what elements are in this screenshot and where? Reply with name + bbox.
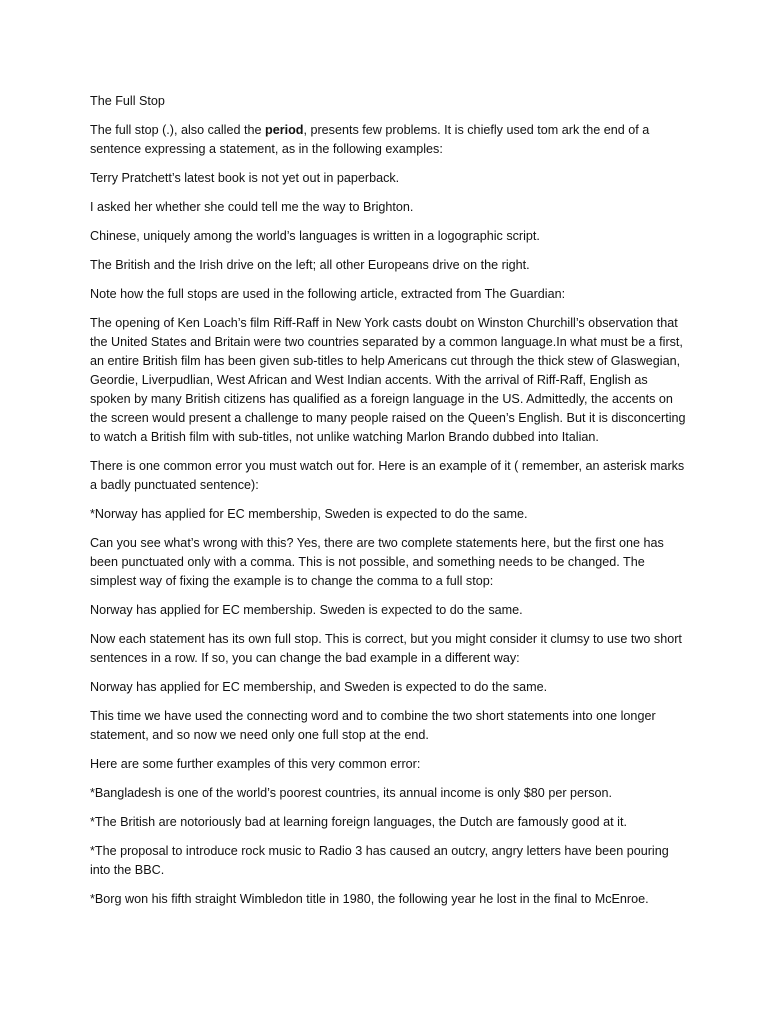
fix-1-comment: Now each statement has its own full stop. This is correct, but you might consider it clumsy to use two short sentences in a row. If so, you can change the bad example in a different way: — [90, 632, 682, 665]
further-example-1: *Bangladesh is one of the world’s poorest countries, its annual income is only $80 per person. — [90, 786, 613, 800]
explanation-paragraph: Can you see what’s wrong with this? Yes, there are two complete statements here, but the first one has been punctuated only with a comma. This is not possible, and something needs to be changed. The simplest way of fixing the example is to change the comma to a full stop: — [90, 536, 664, 588]
document-page — [90, 92, 690, 919]
example-sentence-3: Chinese, uniquely among the world’s languages is written in a logographic script. — [90, 229, 540, 243]
example-sentence-2: I asked her whether she could tell me the way to Brighton. — [90, 200, 414, 214]
document-title: The Full Stop — [90, 94, 165, 108]
intro-paragraph — [90, 121, 690, 159]
intro-text-after: , presents few problems. It is chiefly used tom ark the end of a sentence expressing a statement, as in the following examples: — [90, 123, 650, 156]
intro-term: period — [265, 123, 304, 137]
further-example-4: *Borg won his fifth straight Wimbledon title in 1980, the following year he lost in the final to McEnroe. — [90, 892, 649, 906]
intro-text-before: The full stop (.), also called the — [90, 123, 265, 137]
error-example: *Norway has applied for EC membership, Sweden is expected to do the same. — [90, 507, 528, 521]
fix-2-comment: This time we have used the connecting word and to combine the two short statements into one longer statement, and so now we need only one full stop at the end. — [90, 709, 656, 742]
fix-example-2: Norway has applied for EC membership, and Sweden is expected to do the same. — [90, 680, 548, 694]
example-sentence-4: The British and the Irish drive on the left; all other Europeans drive on the right. — [90, 258, 530, 272]
article-paragraph: The opening of Ken Loach’s film Riff-Raff in New York casts doubt on Winston Churchill’s observation that the United States and Britain were two countries separated by a common language.In what must be a first, an entire British film has been given sub-titles to help Americans cut through the thick stew of Glaswegian, Geordie, Liverpudlian, West African and West Indian accents. With the arrival of Riff-Raff, English as spoken by many British citizens has qualified as a foreign language in the US. Admittedly, the accents on the screen would present a challenge to many people raised on the Queen’s English. But it is disconcerting to watch a British film with sub-titles, not unlike watching Marlon Brando dubbed into Italian. — [90, 316, 686, 444]
further-example-2: *The British are notoriously bad at learning foreign languages, the Dutch are famously good at it. — [90, 815, 627, 829]
note-paragraph: Note how the full stops are used in the following article, extracted from The Guardian: — [90, 287, 566, 301]
further-intro: Here are some further examples of this very common error: — [90, 757, 421, 771]
error-intro-paragraph: There is one common error you must watch out for. Here is an example of it ( remember, an asterisk marks a badly punctuated sentence): — [90, 459, 685, 492]
example-sentence-1: Terry Pratchett’s latest book is not yet out in paperback. — [90, 171, 400, 185]
fix-example-1: Norway has applied for EC membership. Sweden is expected to do the same. — [90, 603, 523, 617]
further-example-3: *The proposal to introduce rock music to Radio 3 has caused an outcry, angry letters have been pouring into the BBC. — [90, 844, 669, 877]
